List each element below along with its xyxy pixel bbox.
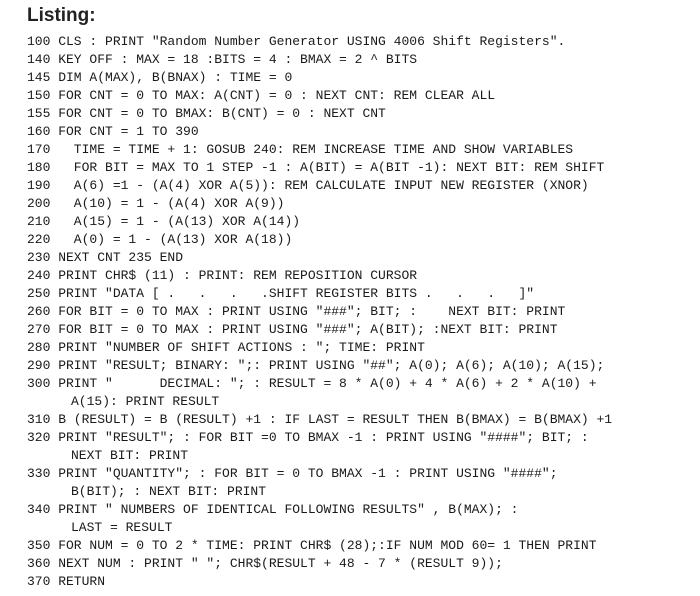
code-line — [27, 555, 612, 573]
line-number: 160 — [27, 124, 51, 139]
code-line — [27, 321, 612, 339]
line-code: PRINT "NUMBER OF SHIFT ACTIONS : "; TIME: PRINT — [50, 340, 425, 355]
line-code: FOR CNT = 1 TO 390 — [50, 124, 199, 139]
line-number: 150 — [27, 88, 51, 103]
line-code: PRINT "DATA [ . . . .SHIFT REGISTER BITS . . . ]" — [50, 286, 535, 301]
line-code: FOR BIT = 0 TO MAX : PRINT USING "###"; BIT; : NEXT BIT: PRINT — [50, 304, 566, 319]
line-number: 140 — [27, 52, 51, 67]
code-line — [27, 195, 612, 213]
line-code: PRINT "QUANTITY"; : FOR BIT = 0 TO BMAX -1 : PRINT USING "####"; — [50, 466, 558, 481]
code-line — [27, 501, 612, 519]
line-number: 180 — [27, 160, 51, 175]
line-code: A(15) = 1 - (A(13) XOR A(14)) — [50, 214, 301, 229]
basic-code-listing — [27, 33, 612, 591]
line-code: FOR BIT = 0 TO MAX : PRINT USING "###"; A(BIT); :NEXT BIT: PRINT — [50, 322, 558, 337]
line-code: FOR NUM = 0 TO 2 * TIME: PRINT CHR$ (28);:IF NUM MOD 60= 1 THEN PRINT — [50, 538, 597, 553]
line-number: 360 — [27, 556, 51, 571]
line-code: PRINT "RESULT; BINARY: ";: PRINT USING "##"; A(0); A(6); A(10); A(15); — [50, 358, 605, 373]
line-number: 290 — [27, 358, 51, 373]
code-line — [27, 339, 612, 357]
code-line — [27, 573, 612, 591]
code-line-continuation: NEXT BIT: PRINT — [71, 448, 189, 463]
code-line — [27, 69, 612, 87]
line-number: 230 — [27, 250, 51, 265]
line-number: 170 — [27, 142, 51, 157]
line-number: 250 — [27, 286, 51, 301]
line-number: 200 — [27, 196, 51, 211]
line-number: 270 — [27, 322, 51, 337]
code-line — [27, 285, 612, 303]
line-code: PRINT " DECIMAL: "; : RESULT = 8 * A(0) + 4 * A(6) + 2 * A(10) + — [50, 376, 597, 391]
listing-heading: Listing: — [27, 5, 96, 26]
line-code: A(0) = 1 - (A(13) XOR A(18)) — [50, 232, 293, 247]
line-number: 310 — [27, 412, 51, 427]
code-line — [27, 411, 612, 429]
code-line — [27, 87, 612, 105]
line-code: A(6) =1 - (A(4) XOR A(5)): REM CALCULATE INPUT NEW REGISTER (XNOR) — [50, 178, 589, 193]
line-number: 220 — [27, 232, 51, 247]
code-line-continuation: A(15): PRINT RESULT — [71, 394, 220, 409]
code-line — [27, 375, 612, 393]
line-number: 210 — [27, 214, 51, 229]
line-number: 370 — [27, 574, 51, 589]
line-code: PRINT CHR$ (11) : PRINT: REM REPOSITION CURSOR — [50, 268, 418, 283]
line-number: 145 — [27, 70, 51, 85]
code-line — [27, 465, 612, 483]
line-number: 340 — [27, 502, 51, 517]
line-code: KEY OFF : MAX = 18 :BITS = 4 : BMAX = 2 ^ BITS — [50, 52, 418, 67]
code-line — [27, 33, 612, 51]
code-line-continuation: LAST = RESULT — [71, 520, 173, 535]
code-line — [27, 177, 612, 195]
code-line — [27, 123, 612, 141]
line-code: PRINT "RESULT"; : FOR BIT =0 TO BMAX -1 : PRINT USING "####"; BIT; : — [50, 430, 589, 445]
code-line — [27, 249, 612, 267]
line-code: CLS : PRINT "Random Number Generator USING 4006 Shift Registers". — [50, 34, 566, 49]
code-line — [27, 357, 612, 375]
line-number: 300 — [27, 376, 51, 391]
line-number: 350 — [27, 538, 51, 553]
line-number: 240 — [27, 268, 51, 283]
line-code: FOR BIT = MAX TO 1 STEP -1 : A(BIT) = A(BIT -1): NEXT BIT: REM SHIFT — [50, 160, 605, 175]
code-line — [27, 141, 612, 159]
line-code: TIME = TIME + 1: GOSUB 240: REM INCREASE TIME AND SHOW VARIABLES — [50, 142, 574, 157]
line-number: 100 — [27, 34, 51, 49]
line-code: NEXT CNT 235 END — [50, 250, 184, 265]
code-line-continuation: B(BIT); : NEXT BIT: PRINT — [71, 484, 267, 499]
line-code: NEXT NUM : PRINT " "; CHR$(RESULT + 48 - 7 * (RESULT 9)); — [50, 556, 503, 571]
code-line — [27, 267, 612, 285]
code-line — [27, 51, 612, 69]
line-number: 320 — [27, 430, 51, 445]
line-code: RETURN — [50, 574, 106, 589]
line-code: PRINT " NUMBERS OF IDENTICAL FOLLOWING RESULTS" , B(MAX); : — [50, 502, 519, 517]
line-number: 155 — [27, 106, 51, 121]
code-line — [27, 231, 612, 249]
line-number: 260 — [27, 304, 51, 319]
code-line — [27, 105, 612, 123]
code-line — [27, 213, 612, 231]
code-line — [27, 159, 612, 177]
line-number: 190 — [27, 178, 51, 193]
line-code: FOR CNT = 0 TO BMAX: B(CNT) = 0 : NEXT CNT — [50, 106, 386, 121]
code-line — [27, 303, 612, 321]
line-code: FOR CNT = 0 TO MAX: A(CNT) = 0 : NEXT CNT: REM CLEAR ALL — [50, 88, 496, 103]
line-number: 280 — [27, 340, 51, 355]
line-number: 330 — [27, 466, 51, 481]
line-code: A(10) = 1 - (A(4) XOR A(9)) — [50, 196, 285, 211]
code-line — [27, 537, 612, 555]
line-code: DIM A(MAX), B(BNAX) : TIME = 0 — [50, 70, 293, 85]
code-line — [27, 429, 612, 447]
line-code: B (RESULT) = B (RESULT) +1 : IF LAST = RESULT THEN B(BMAX) = B(BMAX) +1 — [50, 412, 613, 427]
